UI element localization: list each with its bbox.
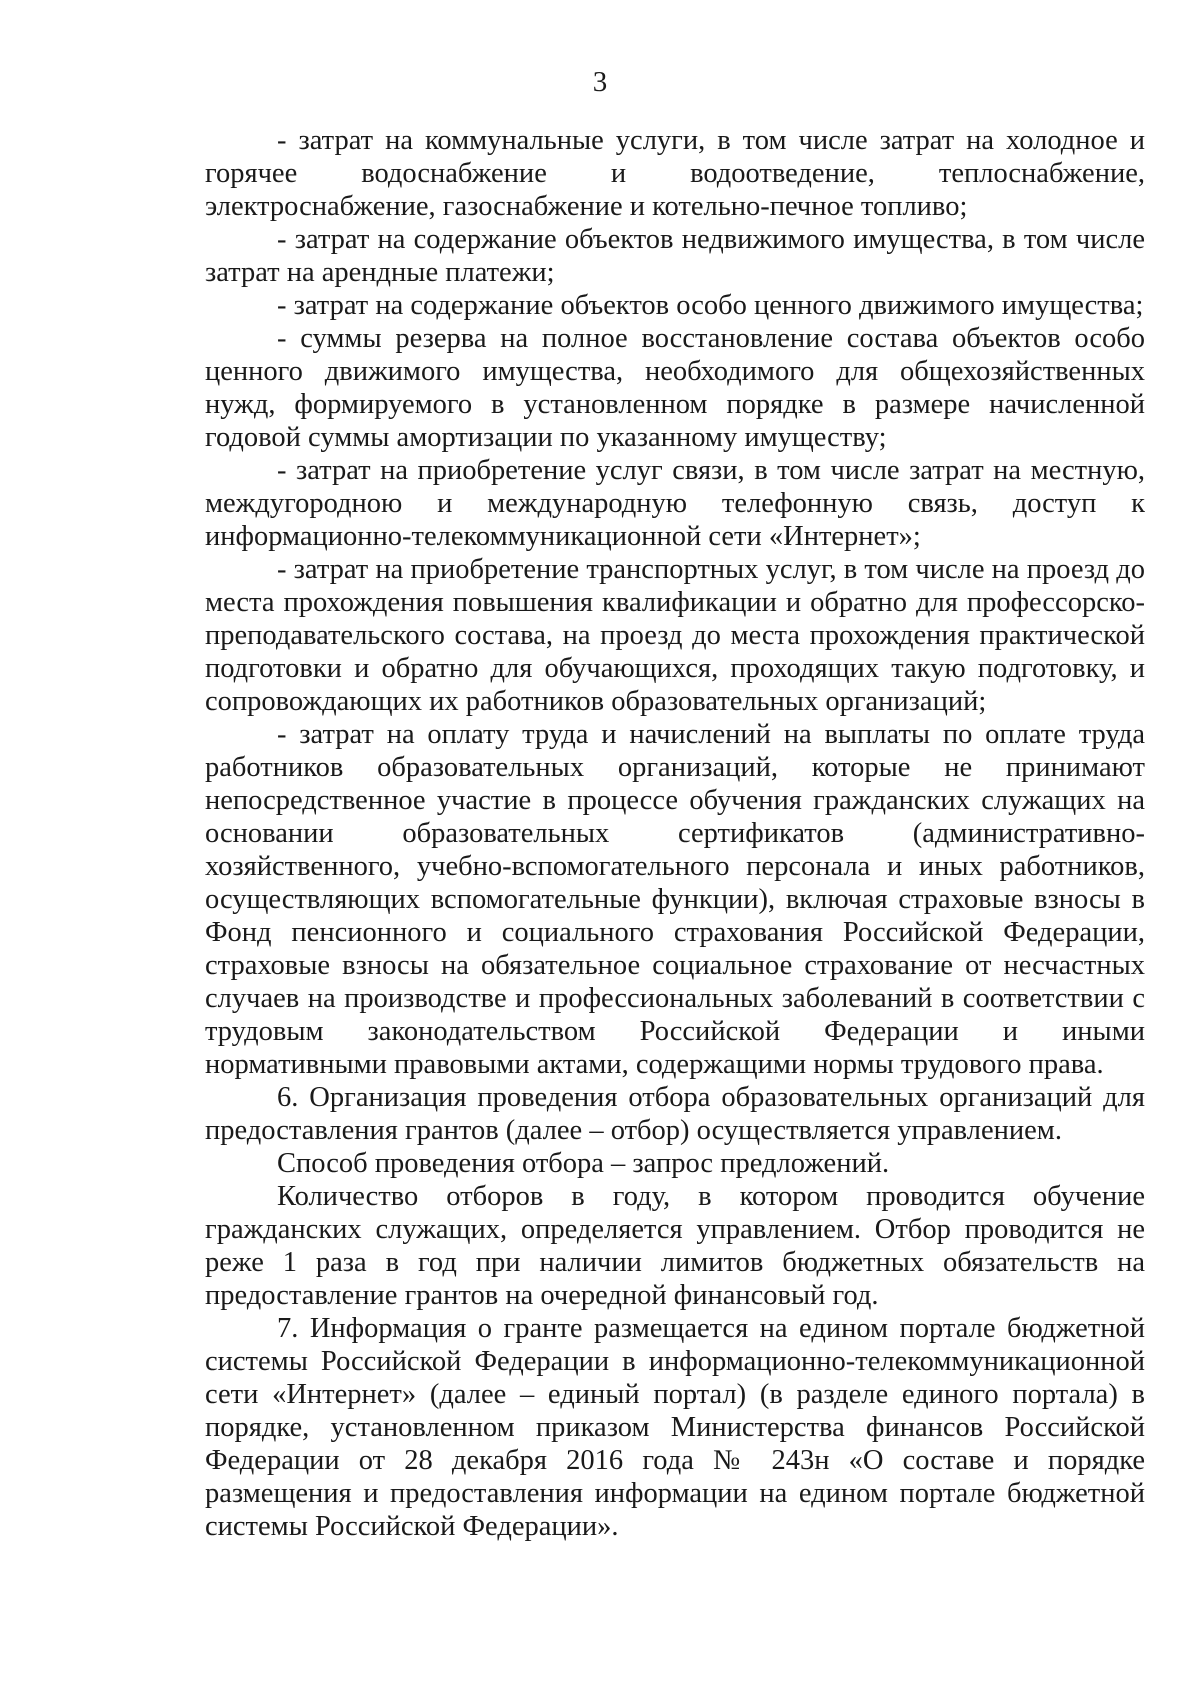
paragraph-communication-costs: - затрат на приобретение услуг связи, в том числе затрат на местную, междугородною и международную телефонную связь, доступ к информационно-телекоммуникационной сети «Интернет»; <box>205 455 1145 552</box>
paragraph-selection-count: Количество отборов в году, в котором проводится обучение гражданских служащих, определяется управлением. Отбор проводится не реже 1 раза в год при наличии лимитов бюджетных обязательств на предоставление грантов на очередной финансовый год. <box>205 1181 1145 1311</box>
paragraph-labor-costs: - затрат на оплату труда и начислений на выплаты по оплате труда работников образовательных организаций, которые не принимают непосредственное участие в процессе обучения гражданских служащих на основании образовательных сертификатов (административно-хозяйственного, учебно-вспомогательного персонала и иных работников, осуществляющих вспомогательные функции), включая страховые взносы в Фонд пенсионного и социального страхования Российской Федерации, страховые взносы на обязательное социальное страхование от несчастных случаев на производстве и профессиональных заболеваний в соответствии с трудовым законодательством Российской Федерации и иными нормативными правовыми актами, содержащими нормы трудового права. <box>205 719 1145 1080</box>
document-body <box>205 124 1145 1543</box>
page-number: 3 <box>592 66 608 98</box>
paragraph-section-6: 6. Организация проведения отбора образовательных организаций для предоставления грантов (далее – отбор) осуществляется управлением. <box>205 1082 1145 1146</box>
paragraph-real-estate-costs: - затрат на содержание объектов недвижимого имущества, в том числе затрат на арендные платежи; <box>205 224 1145 288</box>
paragraph-transport-costs: - затрат на приобретение транспортных услуг, в том числе на проезд до места прохождения повышения квалификации и обратно для профессорско-преподавательского состава, на проезд до места прохождения практической подготовки и обратно для обучающихся, проходящих такую подготовку, и сопровождающих их работников образовательных организаций; <box>205 554 1145 717</box>
paragraph-reserve-amount: - суммы резерва на полное восстановление состава объектов особо ценного движимого имущества, необходимого для общехозяйственных нужд, формируемого в установленном порядке в размере начисленной годовой суммы амортизации по указанному имуществу; <box>205 323 1145 453</box>
paragraph-section-7: 7. Информация о гранте размещается на едином портале бюджетной системы Российской Федерации в информационно-телекоммуникационной сети «Интернет» (далее – единый портал) (в разделе единого портала) в порядке, установленном приказом Министерства финансов Российской Федерации от 28 декабря 2016 года № 243н «О составе и порядке размещения и предоставления информации на едином портале бюджетной системы Российской Федерации». <box>205 1313 1145 1542</box>
paragraph-selection-method: Способ проведения отбора – запрос предложений. <box>277 1148 890 1179</box>
paragraph-utility-costs: - затрат на коммунальные услуги, в том числе затрат на холодное и горячее водоснабжение и водоотведение, теплоснабжение, электроснабжение, газоснабжение и котельно-печное топливо; <box>205 125 1145 222</box>
paragraph-movable-property-costs: - затрат на содержание объектов особо ценного движимого имущества; <box>277 290 1144 321</box>
